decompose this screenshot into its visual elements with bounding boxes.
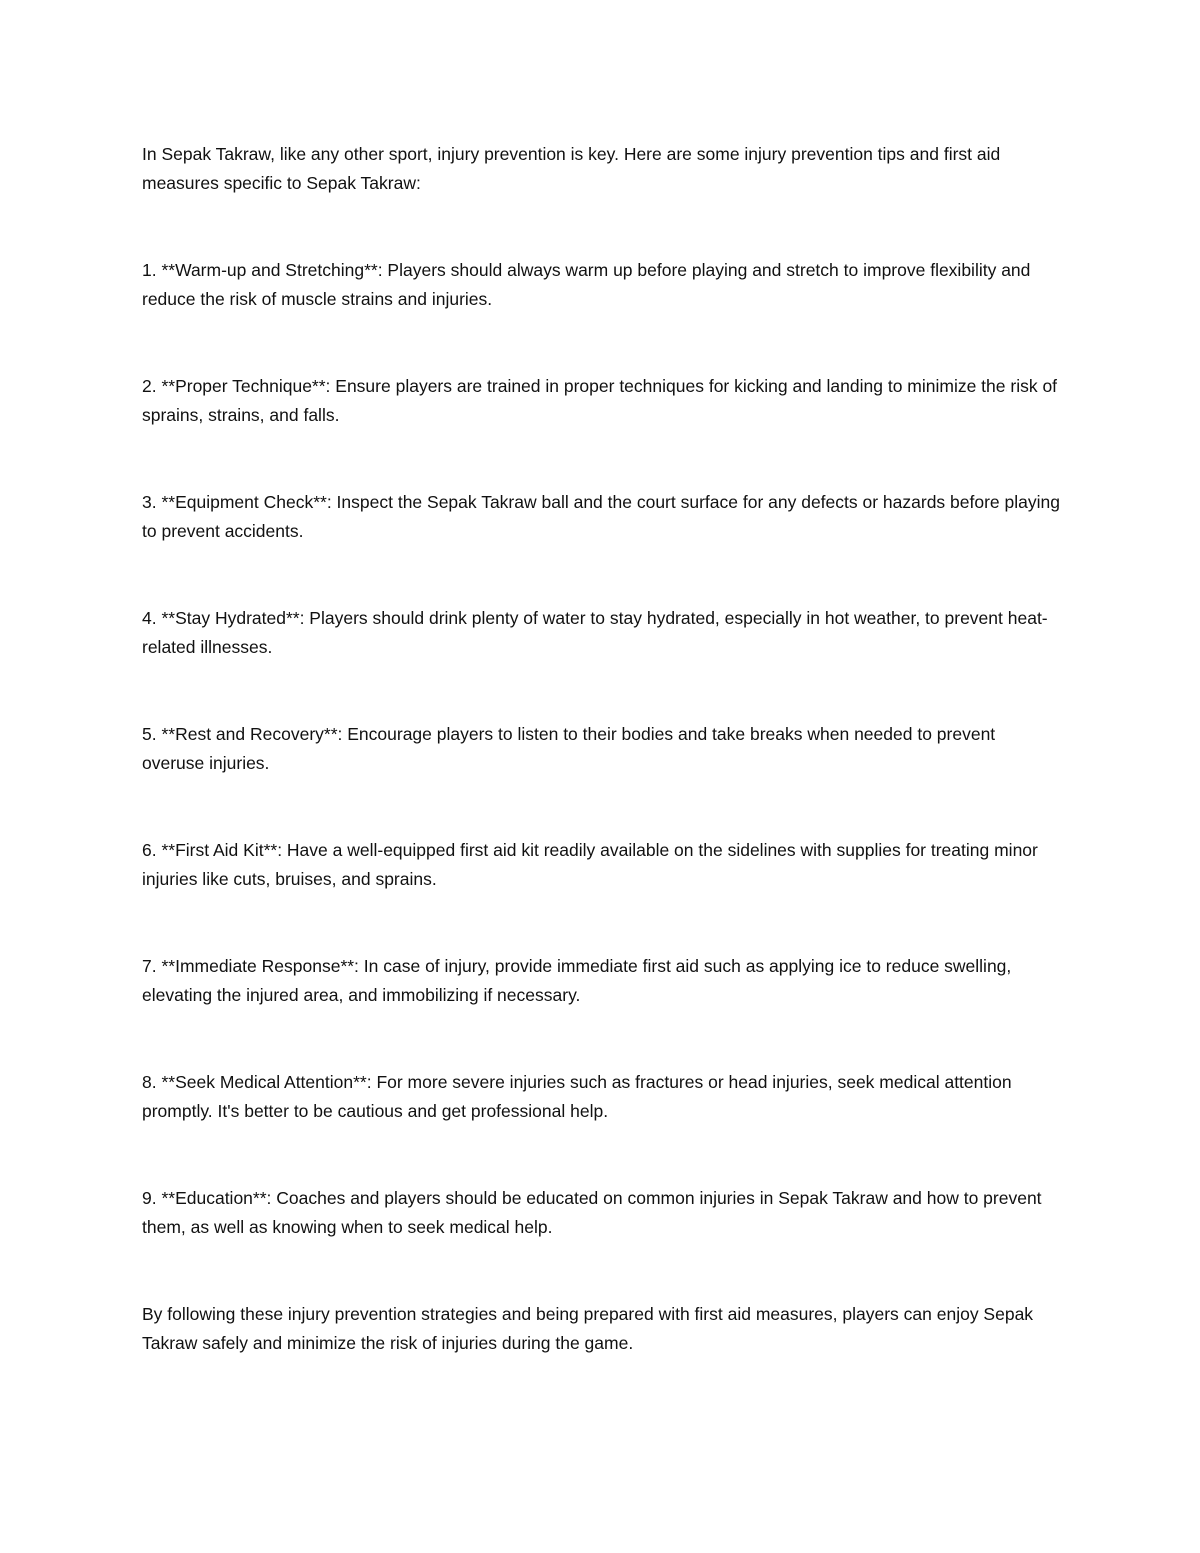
- list-item: 9. **Education**: Coaches and players should be educated on common injuries in Sepak Takraw and how to prevent them, as well as knowing when to seek medical help.: [142, 1188, 1042, 1237]
- list-item: 7. **Immediate Response**: In case of injury, provide immediate first aid such as applying ice to reduce swelling, elevating the injured area, and immobilizing if necessary.: [142, 956, 1012, 1005]
- list-item: 1. **Warm-up and Stretching**: Players should always warm up before playing and stretch to improve flexibility and reduce the risk of muscle strains and injuries.: [142, 260, 1031, 309]
- list-item: 8. **Seek Medical Attention**: For more severe injuries such as fractures or head injuries, seek medical attention promptly. It's better to be cautious and get professional help.: [142, 1072, 1012, 1121]
- document-body: [142, 140, 1062, 1416]
- list-item: 4. **Stay Hydrated**: Players should drink plenty of water to stay hydrated, especially in hot weather, to prevent heat-related illnesses.: [142, 608, 1048, 657]
- list-item: 6. **First Aid Kit**: Have a well-equipped first aid kit readily available on the sidelines with supplies for treating minor injuries like cuts, bruises, and sprains.: [142, 840, 1038, 889]
- list-item: 2. **Proper Technique**: Ensure players are trained in proper techniques for kicking and landing to minimize the risk of sprains, strains, and falls.: [142, 376, 1058, 425]
- list-item: 3. **Equipment Check**: Inspect the Sepak Takraw ball and the court surface for any defects or hazards before playing to prevent accidents.: [142, 492, 1060, 541]
- conclusion-paragraph: By following these injury prevention strategies and being prepared with first aid measures, players can enjoy Sepak Takraw safely and minimize the risk of injuries during the game.: [142, 1304, 1034, 1353]
- list-item: 5. **Rest and Recovery**: Encourage players to listen to their bodies and take breaks when needed to prevent overuse injuries.: [142, 724, 996, 773]
- intro-paragraph: In Sepak Takraw, like any other sport, injury prevention is key. Here are some injury prevention tips and first aid measures specific to Sepak Takraw:: [142, 144, 1001, 193]
